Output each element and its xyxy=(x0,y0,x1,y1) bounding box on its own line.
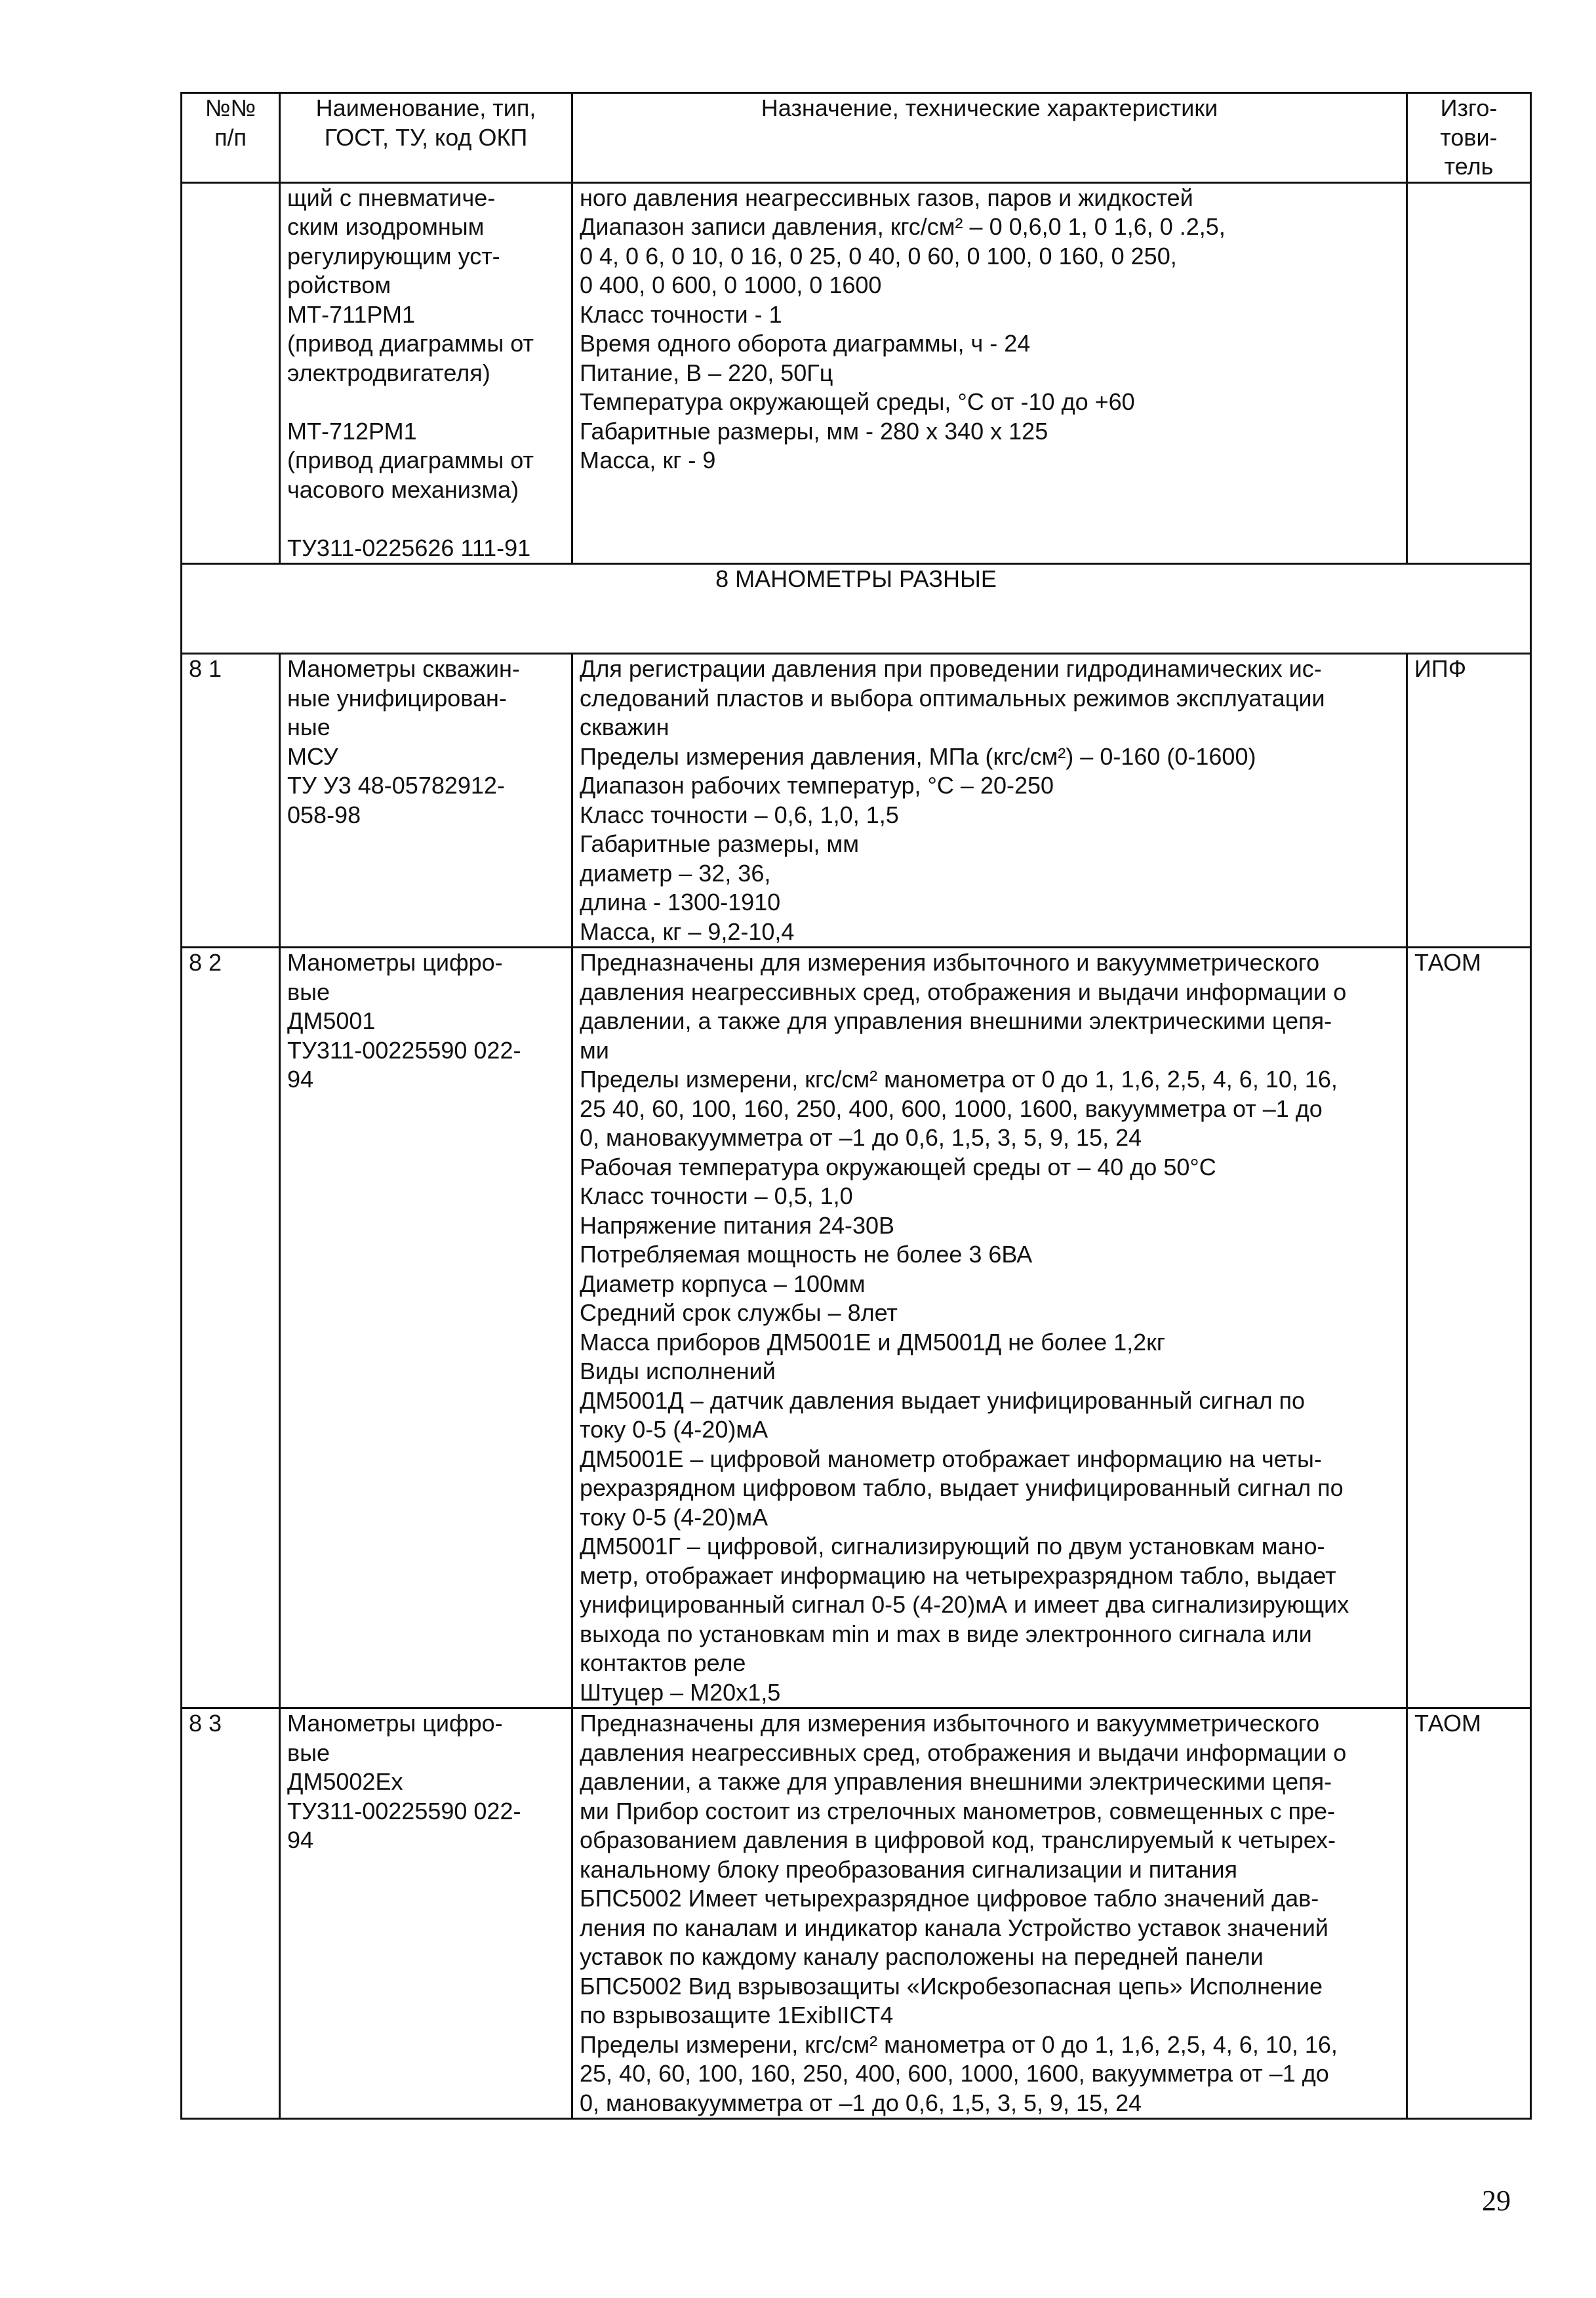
item-maker: ТАОМ xyxy=(1407,948,1531,1708)
spec-table xyxy=(180,92,1532,2120)
item-purpose: Для регистрации давления при проведении гидродинамических ис- следований пластов и выбора оптимальных режимов эксплуатации скважин Пределы измерения давления, МПа (кгс/см²) – 0-160 (0-1600) Диапазон рабочих температур, °С – 20-250 Класс точности – 0,6, 1,0, 1,5 Габаритные размеры, мм диаметр – 32, 36, длина - 1300-1910 Масса, кг – 9,2-10,4 xyxy=(572,654,1407,948)
item-maker: ТАОМ xyxy=(1407,1708,1531,2119)
row-name: щий с пневматиче- ским изодромным регулирующим уст- ройством МТ-711РМ1 (привод диаграммы от электродвигателя) МТ-712РМ1 (привод диаграммы от часового механизма) ТУ311-0225626 111-91 xyxy=(280,182,572,564)
header-purpose: Назначение, технические характеристики xyxy=(572,93,1407,183)
section-row xyxy=(182,564,1531,654)
page-number: 29 xyxy=(1482,2185,1511,2217)
item-purpose: Предназначены для измерения избыточного и вакуумметрического давления неагрессивных сред, отображения и выдачи информации о давлении, а также для управления внешними электрическими цепя- ми Прибор состоит из стрелочных манометров, совмещенных с пре- образованием давления в цифровой код, транслируемый к четырех- канальному блоку преобразования сигнализации и питания БПС5002 Имеет четырехразрядное цифровое табло значений дав- ления по каналам и индикатор канала Устройство уставок значений уставок по каждому каналу расположены на передней панели БПС5002 Вид взрывозащиты «Искробезопасная цепь» Исполнение по взрывозащите 1ЕхibIIСТ4 Пределы измерени, кгс/см² манометра от 0 до 1, 1,6, 2,5, 4, 6, 10, 16, 25, 40, 60, 100, 160, 250, 400, 600, 1000, 1600, вакуумметра от –1 до 0, мановакуумметра от –1 до 0,6, 1,5, 3, 5, 9, 15, 24 xyxy=(572,1708,1407,2119)
table-row xyxy=(182,948,1531,1708)
item-num: 8 2 xyxy=(182,948,280,1708)
item-purpose: Предназначены для измерения избыточного и вакуумметрического давления неагрессивных сред, отображения и выдачи информации о давлении, а также для управления внешними электрическими цепя- ми Пределы измерени, кгс/см² манометра от 0 до 1, 1,6, 2,5, 4, 6, 10, 16, 25 40, 60, 100, 160, 250, 400, 600, 1000, 1600, вакуумметра от –1 до 0, мановакуумметра от –1 до 0,6, 1,5, 3, 5, 9, 15, 24 Рабочая температура окружающей среды от – 40 до 50°С Класс точности – 0,5, 1,0 Напряжение питания 24-30В Потребляемая мощность не более 3 6ВА Диаметр корпуса – 100мм Средний срок службы – 8лет Масса приборов ДМ5001Е и ДМ5001Д не более 1,2кг Виды исполнений ДМ5001Д – датчик давления выдает унифицированный сигнал по току 0-5 (4-20)мА ДМ5001Е – цифровой манометр отображает информацию на четы- рехразрядном цифровом табло, выдает унифицированный сигнал по току 0-5 (4-20)мА ДМ5001Г – цифровой, сигнализирующий по двум установкам мано- метр, отображает информацию на четырехразрядном табло, выдает унифицированный сигнал 0-5 (4-20)мА и имеет два сигнализирующих выхода по установкам min и max в виде электронного сигнала или контактов реле Штуцер – М20х1,5 xyxy=(572,948,1407,1708)
row-num xyxy=(182,182,280,564)
table-row xyxy=(182,654,1531,948)
header-name: Наименование, тип, ГОСТ, ТУ, код ОКП xyxy=(280,93,572,183)
header-maker: Изго- тови- тель xyxy=(1407,93,1531,183)
item-name: Манометры цифро- вые ДМ5001 ТУ311-00225590 022- 94 xyxy=(280,948,572,1708)
item-name: Манометры цифро- вые ДМ5002Ех ТУ311-00225590 022- 94 xyxy=(280,1708,572,2119)
table-row xyxy=(182,182,1531,564)
section-title: 8 МАНОМЕТРЫ РАЗНЫЕ xyxy=(182,564,1531,654)
item-num: 8 3 xyxy=(182,1708,280,2119)
header-row xyxy=(182,93,1531,183)
row-purpose: ного давления неагрессивных газов, паров и жидкостей Диапазон записи давления, кгс/см² – 0 0,6,0 1, 0 1,6, 0 .2,5, 0 4, 0 6, 0 10, 0 16, 0 25, 0 40, 0 60, 0 100, 0 160, 0 250, 0 400, 0 600, 0 1000, 0 1600 Класс точности - 1 Время одного оборота диаграммы, ч - 24 Питание, В – 220, 50Гц Температура окружающей среды, °С от -10 до +60 Габаритные размеры, мм - 280 х 340 х 125 Масса, кг - 9 xyxy=(572,182,1407,564)
header-num: №№ п/п xyxy=(182,93,280,183)
row-maker xyxy=(1407,182,1531,564)
table-row xyxy=(182,1708,1531,2119)
item-maker: ИПФ xyxy=(1407,654,1531,948)
item-name: Манометры скважин- ные унифицирован- ные МСУ ТУ У3 48-05782912- 058-98 xyxy=(280,654,572,948)
item-num: 8 1 xyxy=(182,654,280,948)
